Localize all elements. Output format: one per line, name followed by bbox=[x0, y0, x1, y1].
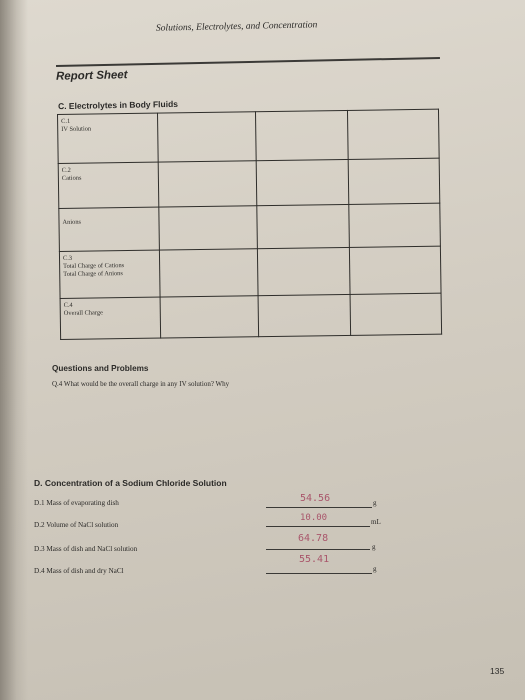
table-rule bbox=[438, 109, 442, 335]
section-d-title: D. Concentration of a Sodium Chloride Solution bbox=[34, 478, 227, 488]
question-q4: Q.4 What would be the overall charge in any IV solution? Why bbox=[52, 380, 230, 388]
d4-answer-line bbox=[266, 573, 372, 574]
questions-title: Questions and Problems bbox=[52, 364, 149, 373]
electrolytes-table bbox=[57, 109, 442, 340]
section-c-title: C. Electrolytes in Body Fluids bbox=[57, 98, 179, 112]
row-label-cations: C.2 Cations bbox=[61, 166, 82, 183]
table-rule bbox=[59, 246, 441, 253]
d2-unit: mL bbox=[371, 518, 381, 526]
row-label-overall-charge: C.4 Overall Charge bbox=[63, 301, 103, 318]
table-rule bbox=[347, 110, 351, 336]
d2-handwritten-value: 10.00 bbox=[300, 513, 328, 523]
table-rule bbox=[60, 293, 442, 300]
page-shadow bbox=[0, 0, 28, 700]
chapter-header: Solutions, Electrolytes, and Concentration bbox=[155, 20, 318, 34]
d3-answer-line bbox=[266, 549, 370, 550]
d1-unit: g bbox=[373, 499, 377, 507]
d1-label: D.1 Mass of evaporating dish bbox=[34, 499, 119, 507]
d2-label: D.2 Volume of NaCl solution bbox=[34, 521, 119, 529]
row-label-total-charge: C.3 Total Charge of Cations Total Charge of Anions bbox=[62, 254, 125, 279]
table-rule bbox=[58, 203, 440, 210]
d3-label: D.3 Mass of dish and NaCl solution bbox=[34, 545, 138, 553]
table-rule bbox=[255, 111, 259, 337]
d4-label: D.4 Mass of dish and dry NaCl bbox=[34, 567, 124, 575]
d4-handwritten-value: 55.41 bbox=[299, 554, 330, 565]
header-rule bbox=[56, 57, 440, 67]
d3-unit: g bbox=[372, 543, 376, 551]
d2-answer-line bbox=[266, 526, 370, 527]
row-label-iv-solution: C.1 IV Solution bbox=[61, 117, 92, 134]
page-number: 135 bbox=[490, 666, 505, 676]
table-rule bbox=[157, 113, 161, 339]
table-rule bbox=[58, 158, 440, 165]
d1-answer-line bbox=[266, 507, 372, 508]
d1-handwritten-value: 54.56 bbox=[300, 493, 331, 504]
d4-unit: g bbox=[373, 565, 377, 573]
report-sheet-title: Report Sheet bbox=[55, 69, 128, 83]
row-label-anions: Anions bbox=[62, 218, 82, 226]
d3-handwritten-value: 64.78 bbox=[298, 533, 329, 544]
table-rule bbox=[60, 334, 442, 341]
table-rule bbox=[57, 114, 61, 340]
